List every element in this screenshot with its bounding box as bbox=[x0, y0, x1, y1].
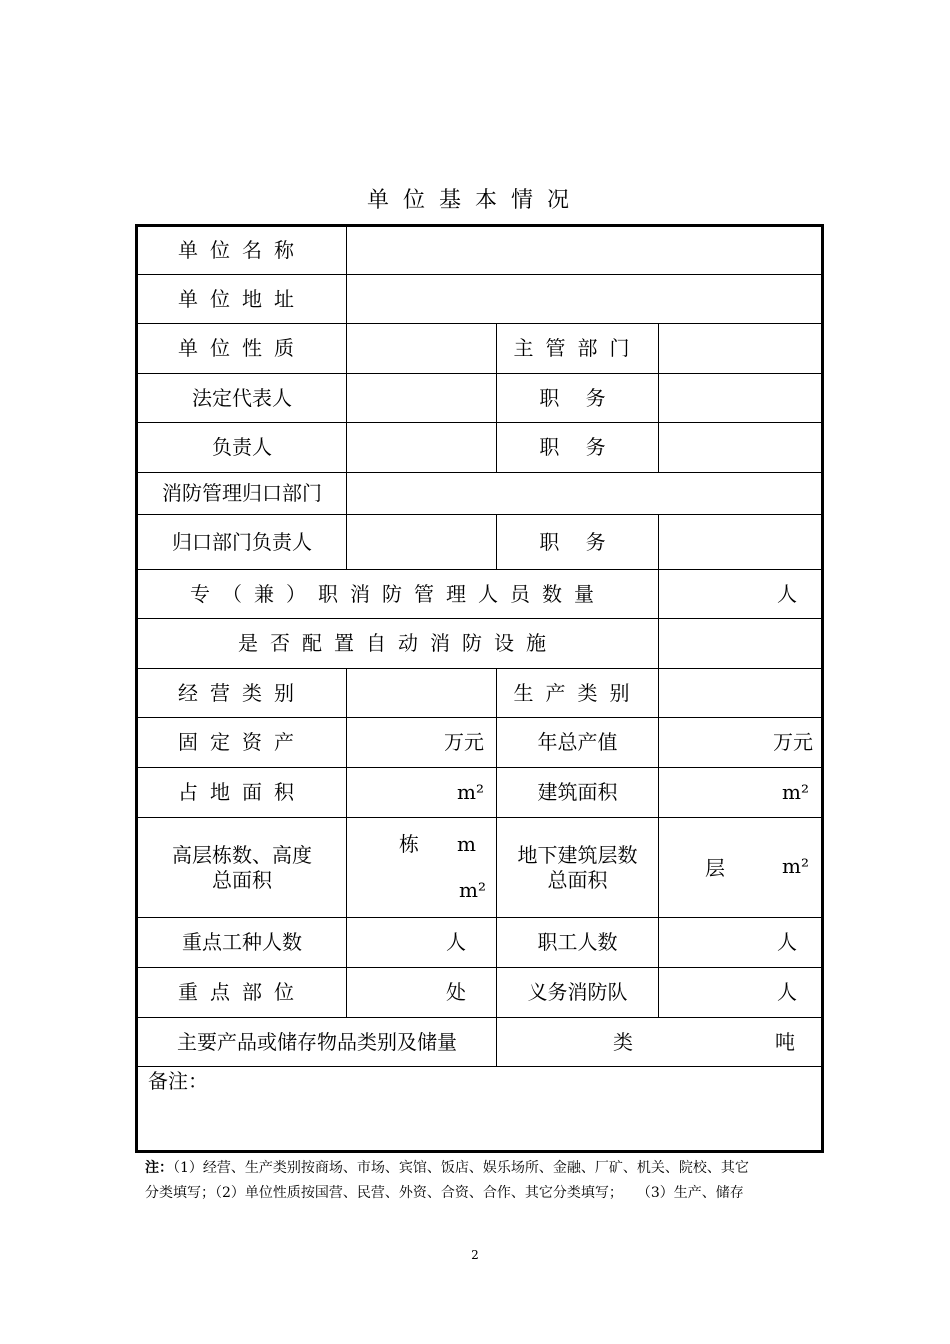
key-areas-field[interactable]: 处 bbox=[347, 968, 497, 1018]
volunteer-team-label: 义务消防队 bbox=[497, 968, 659, 1018]
page-number: 2 bbox=[471, 1248, 479, 1262]
underground-unit-floors: 层 bbox=[705, 856, 725, 880]
unit-name-label: 单位名称 bbox=[137, 226, 347, 275]
fixed-assets-field[interactable]: 万元 bbox=[347, 718, 497, 768]
products-unit-category: 类 bbox=[613, 1030, 633, 1054]
annual-output-field[interactable]: 万元 bbox=[659, 718, 823, 768]
underground-unit-area: m² bbox=[782, 854, 810, 878]
highrise-label-line2: 总面积 bbox=[212, 867, 272, 892]
volunteer-team-field[interactable]: 人 bbox=[659, 968, 823, 1018]
person-in-charge-position-field[interactable] bbox=[659, 423, 823, 473]
dept-head-position-field[interactable] bbox=[659, 515, 823, 570]
dept-head-label: 归口部门负责人 bbox=[137, 515, 347, 570]
page-title: 单位基本情况 bbox=[366, 188, 583, 213]
legal-rep-position-label: 职 务 bbox=[497, 374, 659, 423]
person-in-charge-label: 负责人 bbox=[137, 423, 347, 473]
key-workers-label: 重点工种人数 bbox=[137, 918, 347, 968]
auto-fire-facility-field[interactable] bbox=[659, 619, 823, 669]
person-in-charge-position-label: 职 务 bbox=[497, 423, 659, 473]
unit-info-form bbox=[135, 224, 824, 1153]
footnote-text1: （1）经营、生产类别按商场、市场、宾馆、饭店、娱乐场所、金融、厂矿、机关、院校、其它 bbox=[173, 1160, 749, 1176]
land-area-field[interactable]: m² bbox=[347, 768, 497, 818]
footnote-line2: 分类填写；（2）单位性质按国营、民营、外资、合资、合作、其它分类填写； （3）生产、储存 bbox=[145, 1185, 744, 1201]
highrise-field[interactable] bbox=[347, 818, 497, 918]
unit-address-label: 单位地址 bbox=[137, 275, 347, 324]
underground-label-line2: 总面积 bbox=[547, 867, 608, 892]
highrise-unit-height: m bbox=[457, 832, 476, 856]
annual-output-label: 年总产值 bbox=[497, 718, 659, 768]
main-products-field[interactable] bbox=[497, 1018, 823, 1067]
underground-field[interactable] bbox=[659, 818, 823, 918]
fixed-assets-label: 固定资产 bbox=[137, 718, 347, 768]
supervising-dept-field[interactable] bbox=[659, 324, 823, 374]
main-products-label: 主要产品或储存物品类别及储量 bbox=[137, 1018, 497, 1067]
footnote bbox=[145, 1156, 825, 1206]
legal-rep-field[interactable] bbox=[347, 374, 497, 423]
dept-head-position-label: 职 务 bbox=[497, 515, 659, 570]
supervising-dept-label: 主管部门 bbox=[497, 324, 659, 374]
fire-staff-count-label: 专（兼）职消防管理人员数量 bbox=[137, 570, 659, 619]
footnote-line1 bbox=[145, 1156, 825, 1181]
unit-nature-field[interactable] bbox=[347, 324, 497, 374]
land-area-label: 占地面积 bbox=[137, 768, 347, 818]
legal-rep-position-field[interactable] bbox=[659, 374, 823, 423]
underground-label-line1: 地下建筑层数 bbox=[517, 842, 638, 867]
building-area-field[interactable]: m² bbox=[659, 768, 823, 818]
fire-mgmt-dept-label: 消防管理归口部门 bbox=[137, 473, 347, 515]
business-category-field[interactable] bbox=[347, 669, 497, 718]
business-category-label: 经营类别 bbox=[137, 669, 347, 718]
key-areas-label: 重点部位 bbox=[137, 968, 347, 1018]
production-category-field[interactable] bbox=[659, 669, 823, 718]
underground-label bbox=[497, 818, 659, 918]
unit-nature-label: 单位性质 bbox=[137, 324, 347, 374]
remarks-label: 备注： bbox=[148, 1069, 208, 1093]
highrise-unit-area: m² bbox=[459, 878, 486, 902]
person-in-charge-field[interactable] bbox=[347, 423, 497, 473]
key-workers-field[interactable]: 人 bbox=[347, 918, 497, 968]
building-area-label: 建筑面积 bbox=[497, 768, 659, 818]
footnote-label: 注： bbox=[145, 1160, 173, 1176]
remarks-field[interactable] bbox=[137, 1067, 823, 1152]
legal-rep-label: 法定代表人 bbox=[137, 374, 347, 423]
fire-mgmt-dept-field[interactable] bbox=[347, 473, 823, 515]
fire-staff-count-field[interactable]: 人 bbox=[659, 570, 823, 619]
products-unit-tons: 吨 bbox=[775, 1030, 796, 1054]
unit-address-field[interactable] bbox=[347, 275, 823, 324]
employees-field[interactable]: 人 bbox=[659, 918, 823, 968]
highrise-unit-buildings: 栋 bbox=[399, 832, 419, 856]
dept-head-field[interactable] bbox=[347, 515, 497, 570]
auto-fire-facility-label: 是否配置自动消防设施 bbox=[137, 619, 659, 669]
employees-label: 职工人数 bbox=[497, 918, 659, 968]
production-category-label: 生产类别 bbox=[497, 669, 659, 718]
highrise-label bbox=[137, 818, 347, 918]
highrise-label-line1: 高层栋数、高度 bbox=[172, 842, 312, 867]
unit-name-field[interactable] bbox=[347, 226, 823, 275]
